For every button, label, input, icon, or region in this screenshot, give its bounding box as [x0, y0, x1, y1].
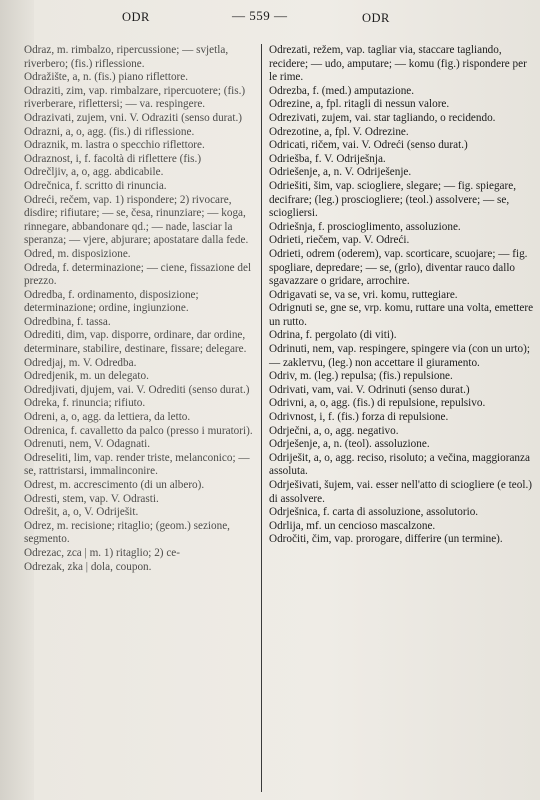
dictionary-entry: Odrieti, odrem (oderem), vap. scorticare, scuojare; — fig. spogliare, depredare; — se, (grlo), diventar rauco dallo sgavazzare o gridare, arrochire. — [269, 247, 528, 288]
dictionary-entry: Odriešiti, šim, vap. sciogliere, slegare; — fig. spiegare, decifrare; (leg.) prosciogliere; (teol.) assolvere; — se, sciogliersi. — [269, 179, 516, 220]
running-head-left: ODR — [122, 10, 150, 24]
dictionary-entry: Odredbina, f. tassa. — [24, 315, 111, 328]
page-number: — 559 — — [232, 8, 288, 23]
column-divider — [261, 44, 262, 792]
dictionary-entry: Odriešenje, a, n. V. Odriješenje. — [269, 166, 412, 179]
dictionary-entry: Odredba, f. ordinamento, disposizione; determinazione; ordine, ingiunzione. — [24, 288, 199, 315]
dictionary-entry: Odredjaj, m. V. Odredba. — [24, 356, 137, 369]
dictionary-entry: Odresti, stem, vap. V. Odrasti. — [24, 492, 159, 505]
dictionary-entry: Odreda, f. determinazione; — ciene, fissazione del prezzo. — [24, 261, 252, 288]
dictionary-entry: Odrez, m. recisione; ritaglio; (geom.) sezione, segmento. — [24, 519, 230, 546]
dictionary-entry: Odrivni, a, o, agg. (fis.) di repulsione, repulsivo. — [269, 397, 486, 410]
dictionary-entry: Odrezati, režem, vap. tagliar via, staccare tagliando, recidere; — udo, amputare; — komu (fig.) rispondere per le rime. — [269, 44, 527, 84]
dictionary-entry: Odreseliti, lim, vap. render triste, melanconico; — se, rattristarsi, immalinconire. — [24, 451, 250, 478]
dictionary-entry: Odrivati, vam, vai. V. Odrinuti (senso durat.) — [269, 383, 470, 396]
dictionary-entry: Odrazni, a, o, agg. (fis.) di riflessione. — [24, 125, 195, 138]
left-column — [24, 44, 256, 574]
dictionary-entry: Odraznost, i, f. facoltà di riflettere (fis.) — [24, 152, 202, 165]
dictionary-entry: Odrezivati, zujem, vai. star tagliando, o recidendo. — [269, 111, 496, 124]
dictionary-entry: Odrigavati se, va se, vri. komu, ruttegiare. — [269, 288, 458, 301]
dictionary-entry: Odricati, ričem, vai. V. Odreći (senso durat.) — [269, 139, 468, 152]
dictionary-entry: Odrječni, a, o, agg. negativo. — [269, 424, 399, 437]
dictionary-entry: Odrinuti, nem, vap. respingere, spingere via (con un urto); — zaklетvu, (leg.) non accettare il giuramento. — [269, 343, 530, 369]
dictionary-entry: Odrenica, f. cavalletto da palco (presso i muratori). — [24, 424, 253, 437]
dictionary-entry: Odrezine, a, fpl. ritagli di nessun valore. — [269, 98, 450, 111]
dictionary-entry: Odrazivati, zujem, vni. V. Odraziti (senso durat.) — [24, 111, 242, 124]
dictionary-entry: Odriješit, a, o, agg. reciso, risoluto; a večina, maggioranza assoluta. — [269, 451, 530, 478]
dictionary-entry: Odrediti, dim, vap. disporre, ordinare, dar ordine, determinare, stabilire, destinare, fissare; delegare. — [24, 329, 247, 356]
dictionary-entry: Odriv, m. (leg.) repulsa; (fis.) repulsione. — [269, 370, 453, 383]
running-head-right: ODR — [362, 11, 390, 25]
dictionary-entry: Odrest, m. accrescimento (di un albero). — [24, 479, 205, 491]
dictionary-entry: Odrečnica, f. scritto di rinuncia. — [24, 179, 167, 192]
dictionary-entry: Odrenuti, nem, V. Odagnati. — [24, 438, 151, 451]
dictionary-entry: Odredjenik, m. un delegato. — [24, 370, 149, 383]
dictionary-entry: Odredjivati, djujem, vai. V. Odrediti (senso durat.) — [24, 383, 250, 396]
dictionary-entry: Odrešit, a, o, V. Odriješit. — [24, 506, 139, 519]
dictionary-entry: Odrignuti se, gne se, vrp. komu, ruttare una volta, emettere un rutto. — [269, 302, 534, 328]
dictionary-entry: Odrieti, riečem, vap. V. Odreći. — [269, 234, 410, 247]
dictionary-entry: Odrivnost, i, f. (fis.) forza di repulsione. — [269, 411, 449, 424]
dictionary-entry: Odrezba, f. (med.) amputazione. — [269, 84, 415, 97]
dictionary-entry: Odrina, f. pergolato (di viti). — [269, 329, 397, 342]
dictionary-entry: Odrezak, zka | dola, coupon. — [24, 560, 152, 573]
dictionary-entry: Odrezac, zca | m. 1) ritaglio; 2) ce- — [24, 546, 180, 559]
dictionary-entry: Odrješenje, a, n. (teol). assoluzione. — [269, 438, 430, 451]
dictionary-entry: Odrezotine, a, fpl. V. Odrezine. — [269, 125, 409, 138]
dictionary-entry: Odrješivati, šujem, vai. esser nell'atto di sciogliere (e teol.) di assolvere. — [269, 479, 532, 505]
dictionary-entry: Odrečljiv, a, o, agg. abdicabile. — [24, 166, 164, 179]
dictionary-entry: Odreći, rečem, vap. 1) rispondere; 2) rivocare, disdire; rifiutare; — se, česa, rinunziare; — koga, rinnegare, abbandonare qd.; — nade, lasciar la speranza; — vjere, abjurare; apostatare dalla fede. — [24, 193, 249, 247]
dictionary-entry: Odraz, m. rimbalzo, ripercussione; — svjetla, riverbero; (fis.) riflessione. — [24, 44, 229, 70]
dictionary-entry: Odriešnja, f. proscioglimento, assoluzione. — [269, 220, 461, 233]
dictionary-entry: Odraznik, m. lastra o specchio riflettore. — [24, 139, 205, 152]
dictionary-entry: Odročiti, čim, vap. prorogare, differire (un termine). — [269, 533, 503, 546]
dictionary-entry: Odrješnica, f. carta di assoluzione, assolutorio. — [269, 506, 479, 519]
dictionary-entry: Odreni, a, o, agg. da lettiera, da letto. — [24, 411, 191, 424]
right-column — [269, 44, 535, 547]
dictionary-entry: Odrlija, mf. un cencioso mascalzone. — [269, 519, 436, 532]
page-header — [0, 10, 540, 30]
dictionary-entry: Odriešba, f. V. Odriješnja. — [269, 152, 386, 165]
dictionary-entry: Odraziti, zim, vap. rimbalzare, ripercuotere; (fis.) riverberare, riflettersi; — va. respingere. — [24, 84, 246, 111]
dictionary-entry: Odreka, f. rinuncia; rifiuto. — [24, 397, 146, 410]
dictionary-entry: Odred, m. disposizione. — [24, 247, 131, 260]
dictionary-entry: Odražište, a, n. (fis.) piano riflettore. — [24, 71, 189, 84]
